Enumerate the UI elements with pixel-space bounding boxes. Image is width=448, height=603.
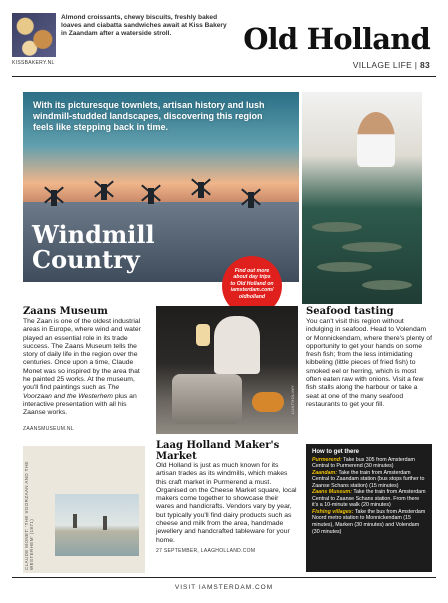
cheese-shape bbox=[252, 392, 284, 412]
zaans-text-part: plus an interactive presentation with all his Zaanse works. bbox=[23, 392, 137, 417]
market-heading-line-1: Laag Holland Maker's bbox=[156, 440, 280, 451]
promo-line: Find out more bbox=[234, 268, 270, 274]
how-to-directions: Take the bus from Amsterdam Noord metro station to Monnickendam (15 minutes), Marken (30 minutes) and Volendam (30 minutes) bbox=[312, 508, 426, 535]
zaans-museum-heading: Zaans Museum bbox=[23, 306, 108, 317]
market-heading-line-2: Market bbox=[156, 451, 197, 462]
how-to-directions: Take the train from Amsterdam Central to Zaandam station (bus stops further to Zaanse Schans station) (15 minutes) bbox=[312, 469, 425, 489]
zaans-text-part: The Zaan is one of the oldest industrial areas in Europe, where wind and water played an essential role in its trade success. The Zaans Museum tells the story of daily life in the region over the centuries. Once upon a time, Claude Monet was so inspired by the area that he painted 25 works. At the museum, you'll find paintings such as bbox=[23, 318, 141, 392]
promo-line: to Old Holland on bbox=[230, 280, 274, 287]
promo-line: about day trips bbox=[233, 274, 271, 281]
how-to-title: How to get there bbox=[312, 449, 360, 455]
footer-divider bbox=[12, 577, 436, 578]
market-text: Old Holland is just as much known for its artisan trades as its windmills, which makes this craft market in Purmerend a must. Organised on the Cheese Market square, local makers come together to showcase their wares and handicrafts. Vendors vary by year, but typically you'll find dairy products such as cheese and milk from the area, handmade jewellery and handcrafted tableware for your home. bbox=[156, 462, 297, 544]
photo-credit: LUNTHOLIWY bbox=[290, 385, 295, 415]
promo-link[interactable]: iamsterdam.com/ bbox=[230, 287, 274, 294]
page-number: 83 bbox=[419, 60, 430, 70]
bakery-thumbnail-image bbox=[12, 13, 56, 57]
how-to-place: Zaans Museum: bbox=[312, 489, 353, 496]
fish-shape bbox=[312, 222, 362, 232]
page-title: Old Holland bbox=[243, 22, 430, 56]
how-to-place: Purmerend: bbox=[312, 456, 342, 463]
fish-shape bbox=[342, 242, 402, 252]
how-to-item bbox=[312, 489, 426, 509]
fish-shape bbox=[362, 280, 412, 290]
seafood-vendor-photo bbox=[302, 92, 422, 304]
zaans-museum-text bbox=[23, 318, 147, 418]
hero-intro-text: With its picturesque townlets, artisan history and lush windmill-studded landscapes, discovering this region feels like stepping back in time. bbox=[33, 100, 265, 132]
seafood-text: You can't visit this region without indulging in seafood. Head to Volendam or Monnickendam, where there's plenty of opportunity to get your hands on some fresh fish; from the less intimidating kibbeling (little pieces of fried fish) to smoked eel or herring, which is most often eaten raw with onions. Visit a few fish stalls along the harbour or take a seat at one of the many seafood restaurants to get your fill. bbox=[306, 318, 432, 408]
painting-credit: CLAUDE MONET: 'THE VOORZAAN AND THE WESTERHEM' (1871) bbox=[24, 461, 34, 570]
bakery-teaser-text: Almond croissants, chewy biscuits, freshly baked loaves and ciabatta sandwiches await at Kiss Bakery in Zaandam after a waterside stroll. bbox=[61, 14, 227, 38]
header-divider bbox=[12, 76, 436, 77]
hero-title-line-2: Country bbox=[32, 245, 140, 274]
section-label: VILLAGE LIFE | 83 bbox=[352, 60, 430, 70]
how-to-item bbox=[312, 457, 426, 470]
how-to-get-there-box bbox=[306, 444, 432, 572]
seafood-heading: Seafood tasting bbox=[306, 306, 394, 317]
hero-title bbox=[32, 222, 155, 272]
bakery-teaser-source: KISSBAKERY.NL bbox=[12, 60, 55, 66]
how-to-item bbox=[312, 509, 426, 535]
how-to-item bbox=[312, 470, 426, 490]
how-to-place: Zaandam: bbox=[312, 469, 338, 476]
windmill-icon bbox=[73, 514, 77, 528]
how-to-directions: Take the train from Amsterdam Central to Zaanse Schans station. From there it's a 10-minute walk (20 minutes) bbox=[312, 489, 426, 509]
zaans-museum-source[interactable]: ZAANSMUSEUM.NL bbox=[23, 426, 74, 432]
hero-title-line-1: Windmill bbox=[32, 220, 155, 249]
market-date-source[interactable]: 27 SEPTEMBER, LAAGHOLLAND.COM bbox=[156, 548, 256, 554]
promo-link[interactable]: oldholland bbox=[238, 293, 266, 300]
how-to-place: Fishing villages: bbox=[312, 508, 354, 515]
jar-shape bbox=[196, 324, 210, 346]
monet-painting-image bbox=[23, 446, 145, 573]
painting-canvas bbox=[55, 494, 139, 556]
vendor-figure bbox=[357, 112, 395, 167]
how-to-directions: Take bus 305 from Amsterdam Central to Purmerend (30 minutes) bbox=[312, 456, 415, 470]
fish-shape bbox=[317, 262, 372, 272]
windmill-icon bbox=[103, 516, 107, 530]
footer-url[interactable]: VISIT IAMSTERDAM.COM bbox=[174, 584, 274, 591]
vendor-arm bbox=[214, 316, 260, 374]
painting-title: The Voorzaan and the Westerhem bbox=[23, 384, 120, 400]
market-heading bbox=[156, 440, 279, 462]
section-name: VILLAGE LIFE bbox=[352, 60, 413, 70]
market-photo bbox=[156, 306, 298, 434]
pot-shape bbox=[172, 374, 242, 424]
